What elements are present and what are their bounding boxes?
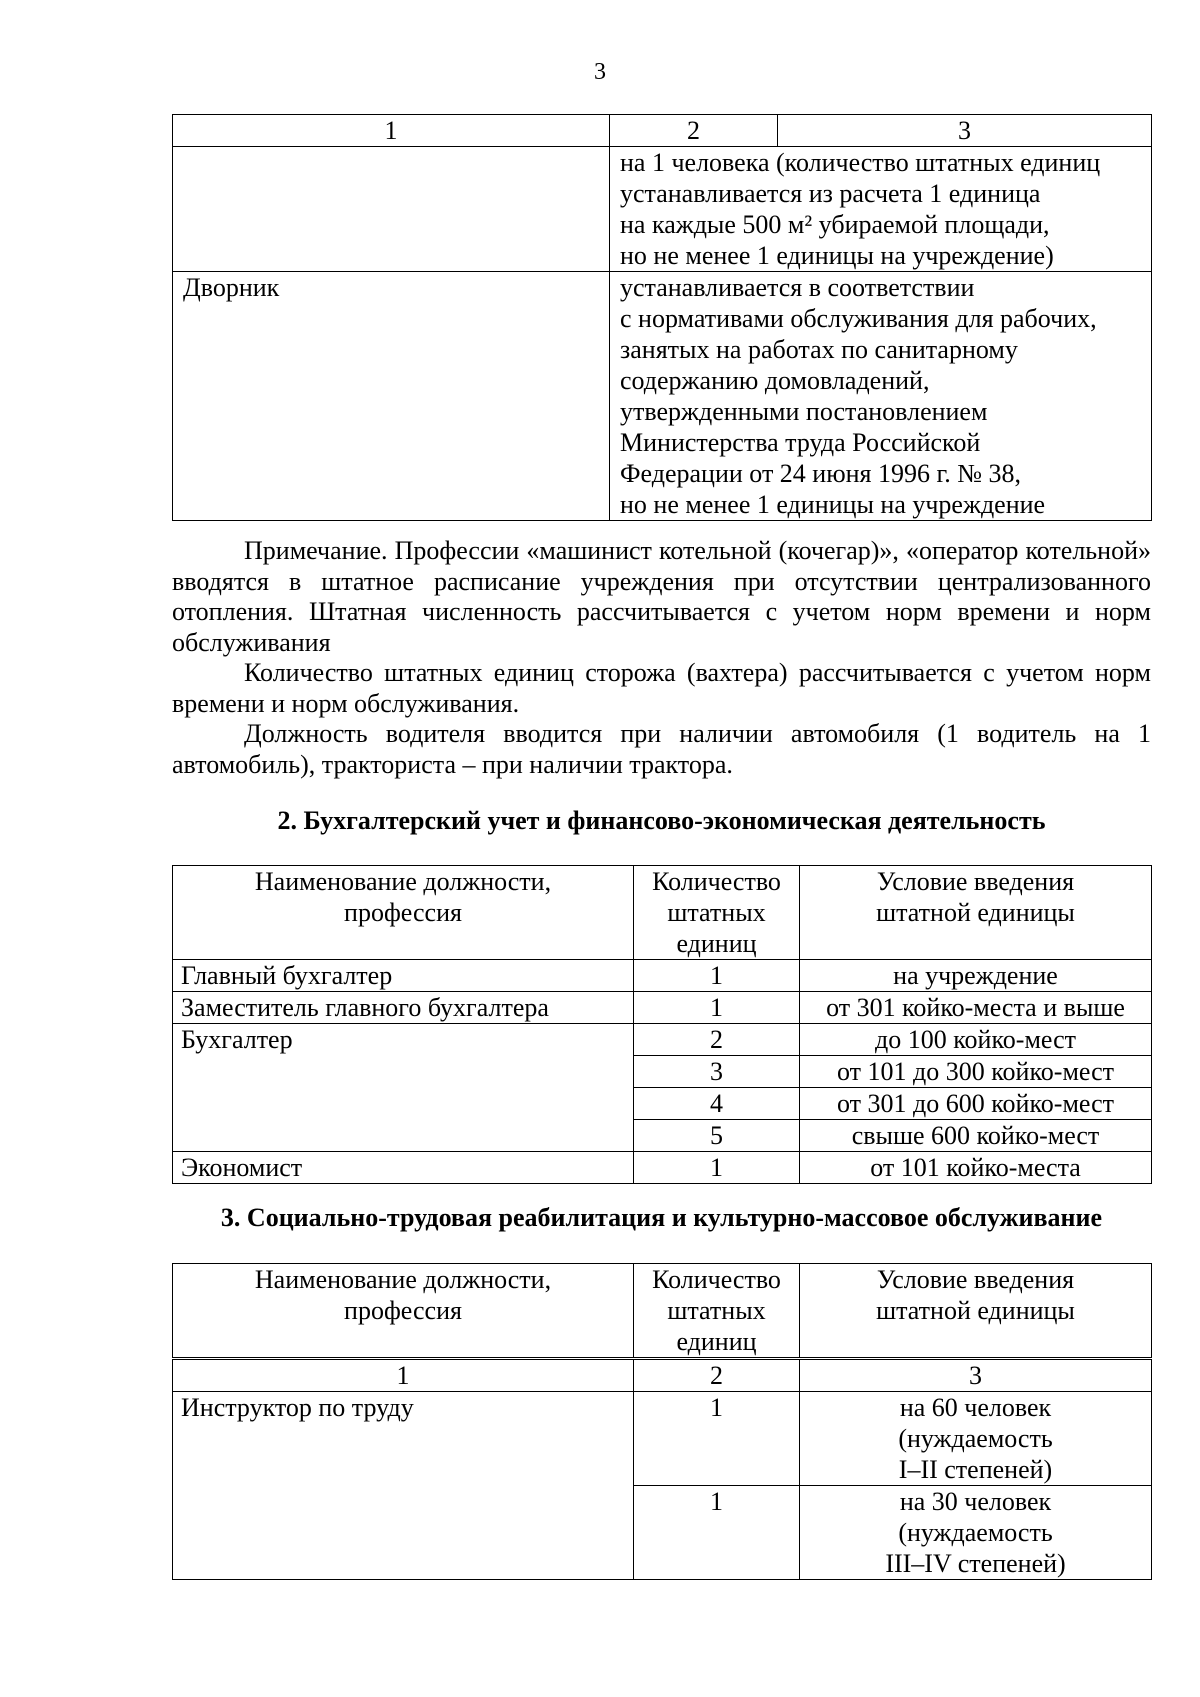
header-condition <box>800 1264 1152 1359</box>
position-name: Главный бухгалтер <box>173 960 634 992</box>
unit-count: 1 <box>634 1392 800 1486</box>
position-name: Экономист <box>173 1152 634 1184</box>
table-row <box>173 992 1152 1024</box>
column-number: 2 <box>634 1359 800 1392</box>
condition: от 101 до 300 койко-мест <box>800 1056 1152 1088</box>
header-line: Условие введения <box>876 1265 1075 1294</box>
table-row <box>173 1024 1152 1056</box>
unit-count: 1 <box>634 992 800 1024</box>
table-row <box>173 1152 1152 1184</box>
table-row <box>173 147 1152 272</box>
table-header-row <box>173 1264 1152 1359</box>
unit-count: 2 <box>634 1024 800 1056</box>
position-name: Дворник <box>173 272 610 521</box>
continuation-table <box>172 114 1152 521</box>
condition-line: занятых на работах по санитарному <box>620 335 1018 364</box>
unit-count: 5 <box>634 1120 800 1152</box>
header-line: Условие введения <box>876 867 1075 896</box>
header-line: штатной единицы <box>876 898 1075 927</box>
condition-line: III–IV степеней) <box>885 1549 1066 1578</box>
condition: свыше 600 койко-мест <box>800 1120 1152 1152</box>
header-line: профессия <box>344 898 462 927</box>
header-line: единиц <box>676 929 757 958</box>
condition <box>800 1392 1152 1486</box>
condition: на учреждение <box>800 960 1152 992</box>
condition-line: I–II степеней) <box>898 1455 1053 1484</box>
note-paragraph: Примечание. Профессии «машинист котельной (кочегар)», «оператор котельной» вводятся в штатное расписание учреждения при отсутствии централизованного отопления. Штатная численность рассчитывается с учетом норм времени и норм обслуживания <box>172 536 1151 657</box>
table-header-row <box>173 115 1152 147</box>
condition-line: содержанию домовладений, <box>620 366 930 395</box>
section-3-title: 3. Социально-трудовая реабилитация и культурно-массовое обслуживание <box>220 1203 1103 1232</box>
header-line: Количество <box>652 867 781 896</box>
condition-line: утвержденными постановлением <box>620 397 988 426</box>
column-number: 1 <box>173 115 610 147</box>
table-row <box>173 272 1152 521</box>
header-line: штатных <box>667 898 766 927</box>
notes-block <box>172 536 1151 780</box>
page-number: 3 <box>594 59 606 85</box>
note-paragraph: Количество штатных единиц сторожа (вахтера) рассчитывается с учетом норм времени и норм обслуживания. <box>172 658 1151 718</box>
condition-line: на 30 человек <box>899 1487 1052 1516</box>
note-paragraph: Должность водителя вводится при наличии автомобиля (1 водитель на 1 автомобиль), тракториста – при наличии трактора. <box>172 719 1151 779</box>
condition-line: (нуждаемость <box>898 1424 1053 1453</box>
rehabilitation-table <box>172 1263 1152 1580</box>
condition: от 101 койко-места <box>800 1152 1152 1184</box>
condition <box>800 1486 1152 1580</box>
column-number: 2 <box>610 115 778 147</box>
condition-line: на каждые 500 м² убираемой площади, <box>620 210 1050 239</box>
position-name: Заместитель главного бухгалтера <box>173 992 634 1024</box>
unit-count: 1 <box>634 960 800 992</box>
header-position <box>173 866 634 960</box>
column-number: 3 <box>778 115 1152 147</box>
condition-line: на 1 человека (количество штатных единиц <box>620 148 1101 177</box>
header-line: штатной единицы <box>876 1296 1075 1325</box>
header-count <box>634 866 800 960</box>
header-condition <box>800 866 1152 960</box>
condition: от 301 до 600 койко-мест <box>800 1088 1152 1120</box>
condition-line: но не менее 1 единицы на учреждение <box>620 490 1046 519</box>
table-row <box>173 1392 1152 1486</box>
unit-count: 4 <box>634 1088 800 1120</box>
condition: до 100 койко-мест <box>800 1024 1152 1056</box>
header-line: единиц <box>676 1327 757 1356</box>
header-line: Наименование должности, <box>254 867 552 896</box>
header-line: Количество <box>652 1265 781 1294</box>
unit-count: 3 <box>634 1056 800 1088</box>
header-line: Наименование должности, <box>254 1265 552 1294</box>
condition-line: с нормативами обслуживания для рабочих, <box>620 304 1097 333</box>
condition-line: но не менее 1 единицы на учреждение) <box>620 241 1054 270</box>
condition: от 301 койко-места и выше <box>800 992 1152 1024</box>
position-name <box>173 147 610 272</box>
table-row <box>173 960 1152 992</box>
condition-line: Министерства труда Российской <box>620 428 981 457</box>
condition-line: устанавливается из расчета 1 единица <box>620 179 1041 208</box>
condition-line: на 60 человек <box>899 1393 1052 1422</box>
section-2-title: 2. Бухгалтерский учет и финансово-экономическая деятельность <box>277 806 1046 835</box>
condition-text <box>610 147 1152 272</box>
condition-text <box>610 272 1152 521</box>
header-position <box>173 1264 634 1359</box>
condition-line: устанавливается в соответствии <box>620 273 975 302</box>
header-line: профессия <box>344 1296 462 1325</box>
position-name: Бухгалтер <box>173 1024 634 1152</box>
table-header-row <box>173 866 1152 960</box>
unit-count: 1 <box>634 1152 800 1184</box>
header-count <box>634 1264 800 1359</box>
position-name: Инструктор по труду <box>173 1392 634 1580</box>
header-line: штатных <box>667 1296 766 1325</box>
column-number: 3 <box>800 1359 1152 1392</box>
column-number: 1 <box>173 1359 634 1392</box>
condition-line: Федерации от 24 июня 1996 г. № 38, <box>620 459 1022 488</box>
accounting-table <box>172 865 1152 1184</box>
condition-line: (нуждаемость <box>898 1518 1053 1547</box>
unit-count: 1 <box>634 1486 800 1580</box>
column-numbers-row <box>173 1359 1152 1392</box>
